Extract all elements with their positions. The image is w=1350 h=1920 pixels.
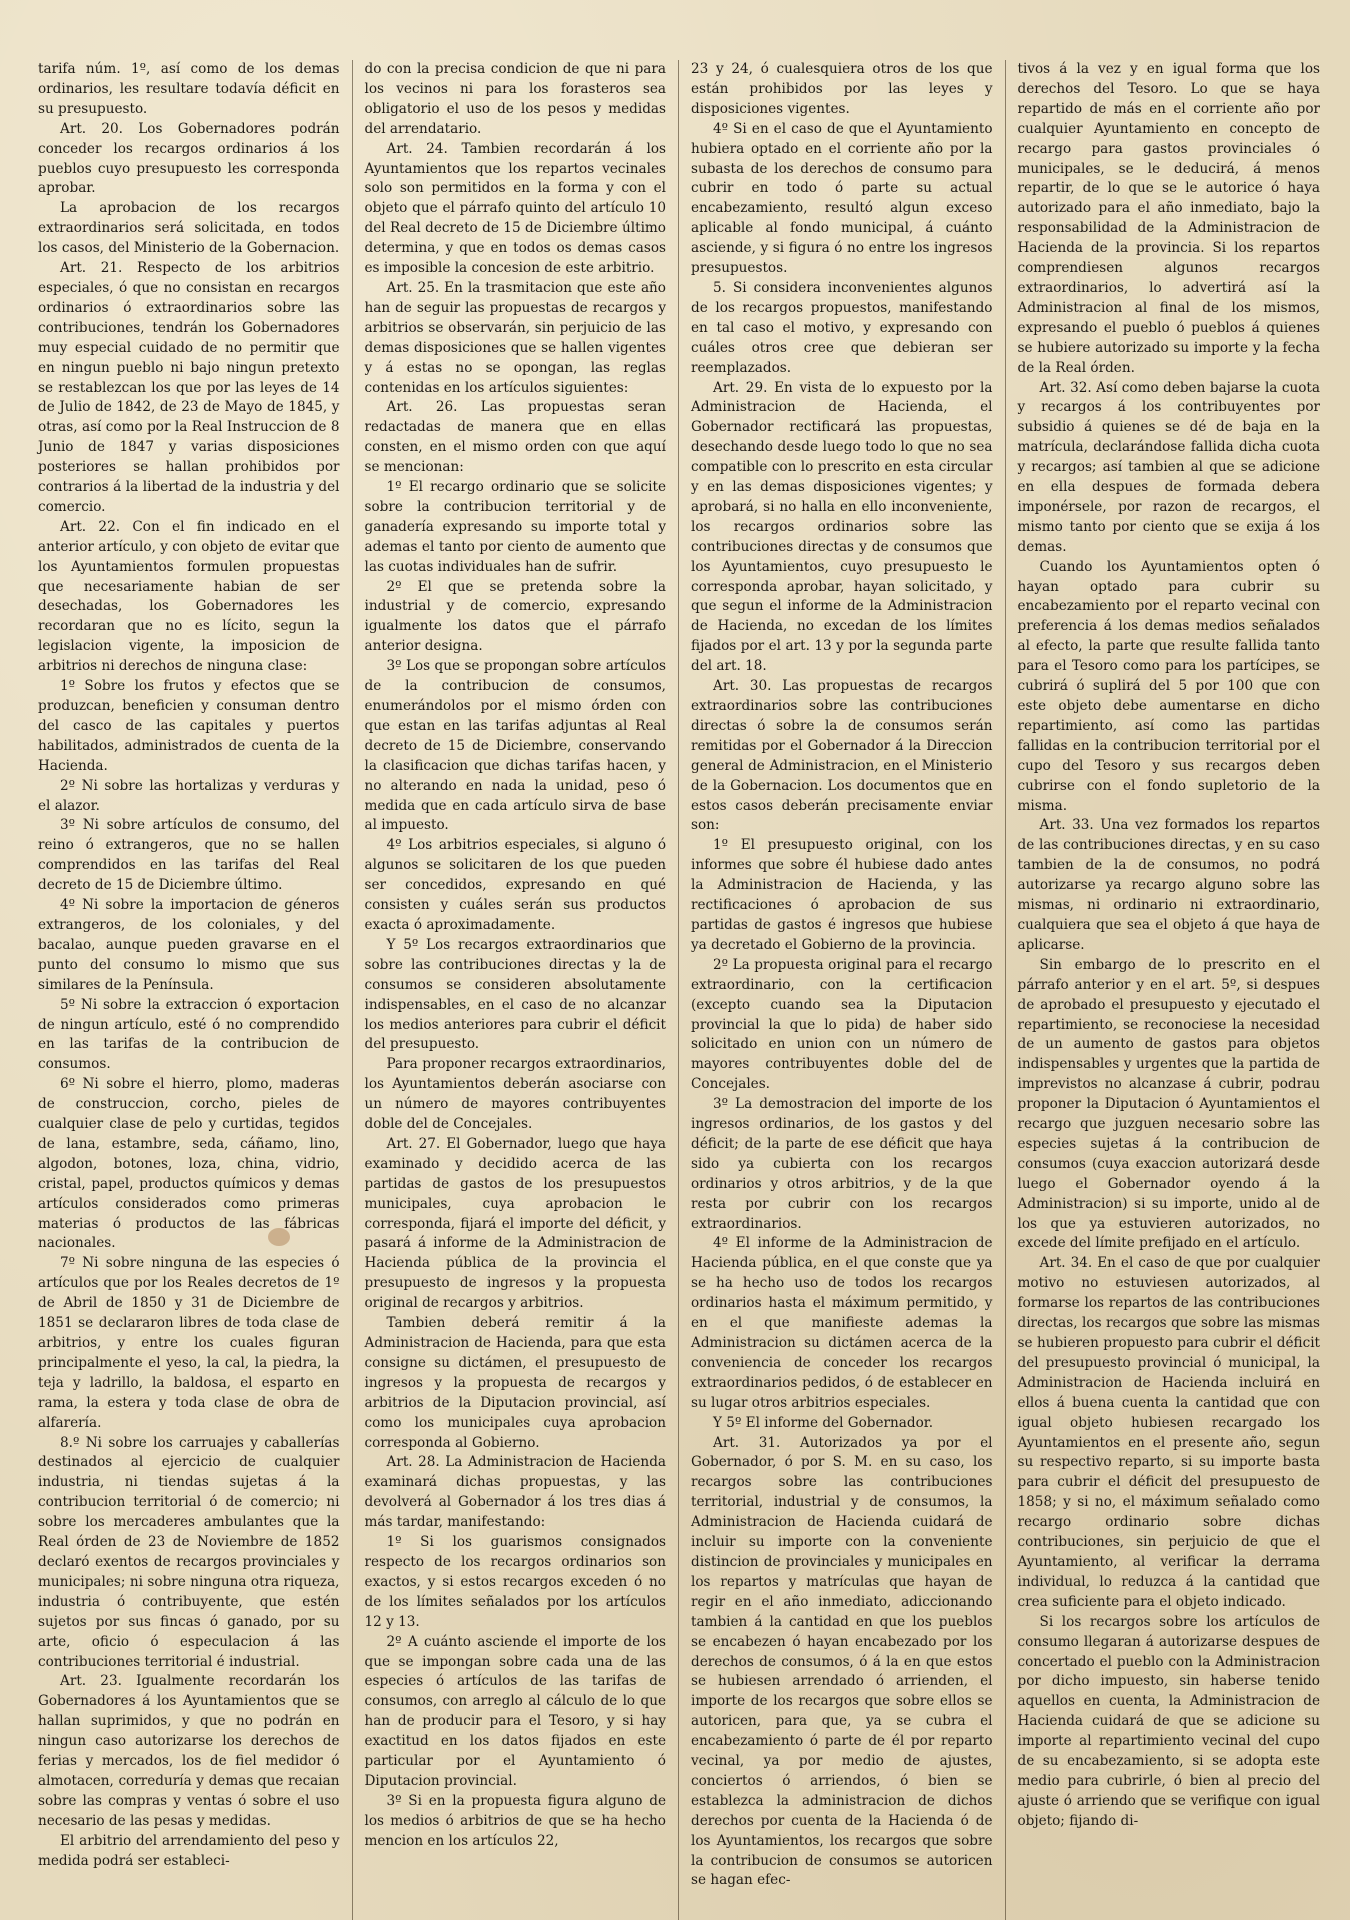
paragraph: Art. 21. Respecto de los arbitrios especiales, ó que no consistan en recargos ordinarios ó extraordinarios sobre las contribuciones, tendrán los Gobernadores muy especial cuidado de no permitir que en ningun pueblo ni bajo ningun pretexto se restablezcan los que por las leyes de 14 de Julio de 1842, de 23 de Mayo de 1845, y otras, así como por la Real Instruccion de 8 Junio de 1847 y varias disposiciones posteriores se hallan prohibidos por contrarios á la libertad de la industria y del comercio. — [38, 260, 340, 515]
paragraph: 4º Los arbitrios especiales, si alguno ó algunos se solicitaren de los que pueden ser concedidos, expresando en qué consisten y cuáles serán sus productos exacta ó aproximadamente. — [364, 837, 666, 933]
paragraph: 4º Si en el caso de que el Ayuntamiento hubiera optado en el corriente año por la subasta de los derechos de consumo para cubrir en todo ó parte su actual encabezamiento, resultó algun exceso aplicable al fondo municipal, á cuánto asciende, y si figura ó no entre los ingresos presupuestos. — [691, 120, 993, 277]
paragraph: La aprobacion de los recargos extraordinarios será solicitada, en todos los casos, del Ministerio de la Gobernacion. — [38, 200, 340, 257]
paragraph: Sin embargo de lo prescrito en el párrafo anterior y en el art. 5º, si despues de aprobado el presupuesto y ejecutado el repartimiento, se reconociese la necesidad de un aumento de gastos para objetos indispensables y urgentes que la partida de imprevistos no alcanzase á cubrir, podrau proponer la Diputacion ó Ayuntamientos el recargo que juzguen necesario sobre las especies sujetas á la contribucion de consumos (cuya exaccion autorizará desde luego el Gobernador oyendo á la Administracion) si su importe, unido al de los que ya estuvieren autorizados, no excede del límite prefijado en el artículo. — [1017, 956, 1320, 1252]
paragraph: tivos á la vez y en igual forma que los derechos del Tesoro. Lo que se haya repartido de más en el corriente año por cualquier Ayuntamiento en concepto de recargo para gastos provinciales ó municipales, se le deducirá, á menos repartir, de lo que se le autorice ó haya autorizado para el año inmediato, bajo la responsabilidad de la Administracion de Hacienda de la provincia. Si los repartos comprendiesen algunos recargos extraordinarios, lo advertirá así la Administracion al final de los mismos, expresando el pueblo ó pueblos á quienes se hubiere autorizado su importe y la fecha de la Real órden. — [1017, 61, 1320, 376]
paragraph: Art. 25. En la trasmitacion que este año han de seguir las propuestas de recargos y arbitrios se observarán, sin perjuicio de las demas disposiciones que se hallen vigentes y á estas no se opongan, las reglas contenidas en los artículos siguientes: — [364, 279, 666, 396]
paragraph: 4º El informe de la Administracion de Hacienda pública, en el que conste que ya se ha hecho uso de todos los recargos ordinarios hasta el máximum permitido, y en el que manifieste ademas la Administracion su dictámen acerca de la conveniencia de conceder los recargos extraordinarios pedidos, ó de establecer en su lugar otros arbitrios especiales. — [691, 1235, 993, 1411]
paragraph: 2º El que se pretenda sobre la industrial y de comercio, expresando igualmente los datos que el párrafo anterior designa. — [364, 578, 666, 655]
paragraph: Art. 29. En vista de lo expuesto por la Administracion de Hacienda, el Gobernador rectificará las propuestas, desechando desde luego todo lo que no sea compatible con lo prescrito en esta circular y en las demas disposiciones vigentes; y aprobará, si no halla en ello inconveniente, los recargos ordinarios sobre las contribuciones directas y de consumos que los Ayuntamientos, cuyo presupuesto le corresponda aprobar, hayan solicitado, y que segun el informe de la Administracion de Hacienda, no excedan de los límites fijados por el art. 13 y por la segunda parte del art. 18. — [691, 379, 993, 675]
paragraph: do con la precisa condicion de que ni para los vecinos ni para los forasteros sea obligatorio el uso de los pesos y medidas del arrendatario. — [364, 61, 666, 137]
paragraph: 1º Si los guarismos consignados respecto de los recargos ordinarios son exactos, y si estos recargos exceden ó no de los límites señalados por los artículos 12 y 13. — [364, 1534, 666, 1630]
paragraph: Y 5º Los recargos extraordinarios que sobre las contribuciones directas y la de consumos se consideren absolutamente indispensables, en el caso de no alcanzar los medios anteriores para cubrir el déficit del presupuesto. — [364, 936, 666, 1053]
paragraph: 5º Ni sobre la extraccion ó exportacion de ningun artículo, esté ó no comprendido en las tarifas de la contribucion de consumos. — [38, 996, 340, 1073]
paragraph: Y 5º El informe del Gobernador. — [713, 1414, 934, 1431]
paragraph: Art. 23. Igualmente recordarán los Gobernadores á los Ayuntamientos que se hallan suprimidos, y que no podrán en ningun caso autorizarse los derechos de ferias y mercados, los de fiel medidor ó almotacen, correduría y demas que recaian sobre las compras y ventas ó sobre el uso necesario de las pesas y medidas. — [38, 1673, 340, 1829]
paragraph: Art. 30. Las propuestas de recargos extraordinarios sobre las contribuciones directas ó sobre la de consumos serán remitidas por el Gobernador á la Direccion general de Administracion, en el Ministerio de la Gobernacion. Los documentos que en estos casos deberán precisamente enviar son: — [691, 678, 993, 834]
paragraph: 2º La propuesta original para el recargo extraordinario, con la certificacion (excepto cuando sea la Diputacion provincial la que lo pida) de haber sido solicitado en union con un número de mayores contribuyentes doble del de Concejales. — [691, 956, 993, 1093]
column-1 — [26, 60, 353, 1920]
paragraph: Art. 34. En el caso de que por cualquier motivo no estuviesen autorizados, al formarse los repartos de las contribuciones directas, los recargos que sobre las mismas se hubieren propuesto para cubrir el déficit del presupuesto provincial ó municipal, la Administracion de Hacienda incluirá en ellos á buena cuenta la cantidad que con igual objeto hubiesen recargado los Ayuntamientos en el presente año, segun su respectivo reparto, si su importe basta para cubrir el déficit del presupuesto de 1858; y si no, el máximum señalado como recargo ordinario sobre dichas contribuciones, sin perjuicio de que el Ayuntamiento, al verificar la derrama individual, lo reduzca á la cantidad que crea suficiente para el objeto indicado. — [1017, 1255, 1320, 1610]
paragraph: Si los recargos sobre los artículos de consumo llegaran á autorizarse despues de concertado el pueblo con la Administracion por dicho impuesto, sin haberse tenido aquellos en cuenta, la Administracion de Hacienda cuidará de que se adicione su importe al repartimiento vecinal del cupo de su encabezamiento, si se adopta este medio para cubrirle, ó bien al precio del ajuste ó arriendo que se verifique con igual objeto; fijando di- — [1017, 1613, 1320, 1829]
paragraph: 1º El recargo ordinario que se solicite sobre la contribucion territorial y de ganadería expresando su importe total y ademas el tanto por ciento de aumento que las cuotas individuales han de sufrir. — [364, 479, 666, 575]
text-columns — [26, 60, 1332, 1920]
paragraph: 2º A cuánto asciende el importe de los que se impongan sobre cada una de las especies ó artículos de las tarifas de consumos, con arreglo al cálculo de lo que han de producir para el Tesoro, y si hay exactitud en los datos fijados en este particular por el Ayuntamiento ó Diputacion provincial. — [364, 1633, 666, 1789]
paragraph: 3º La demostracion del importe de los ingresos ordinarios, de los gastos y del déficit; de la parte de ese déficit que haya sido ya cubierta con los recargos ordinarios y otros arbitrios, y de la que resta por cubrir con los recargos extraordinarios. — [691, 1096, 993, 1232]
paragraph: Art. 24. Tambien recordarán á los Ayuntamientos que los repartos vecinales solo son permitidos en la forma y con el objeto que el párrafo quinto del artículo 10 del Real decreto de 15 de Diciembre último determina, y que en todos os demas casos es imposible la concesion de este arbitrio. — [364, 140, 666, 277]
paragraph: 3º Ni sobre artículos de consumo, del reino ó extrangeros, que no se hallen comprendidos en las tarifas del Real decreto de 15 de Diciembre último. — [38, 817, 340, 894]
column-4 — [1006, 60, 1333, 1920]
paragraph: Cuando los Ayuntamientos opten ó hayan optado para cubrir su encabezamiento por el reparto vecinal con preferencia á los demas medios señalados al efecto, la parte que resulte fallida tanto para el Tesoro como para los partícipes, se cubrirá ó suplirá del 5 por 100 que con este objeto debe aumentarse en dicho repartimiento, así como las partidas fallidas en la contribucion territorial por el cupo del Tesoro y sus recargos deben cubrirse con el fondo supletorio de la misma. — [1017, 558, 1320, 814]
paragraph: 23 y 24, ó cualesquiera otros de los que están prohibidos por las leyes y disposiciones vigentes. — [691, 61, 993, 117]
paragraph: 6º Ni sobre el hierro, plomo, maderas de construccion, corcho, pieles de cualquier clase de pelo y curtidas, tegidos de lana, estambre, seda, cáñamo, lino, algodon, botones, loza, china, vidrio, cristal, papel, productos químicos y demas artículos considerados como primeras materias ó productos de las fábricas nacionales. — [38, 1076, 340, 1252]
paragraph: 5. Si considera inconvenientes algunos de los recargos propuestos, manifestando en tal caso el motivo, y expresando con cuáles otros cree que debieran ser reemplazados. — [691, 279, 993, 376]
column-3 — [679, 60, 1006, 1920]
paragraph: 7º Ni sobre ninguna de las especies ó artículos que por los Reales decretos de 1º de Abril de 1850 y 31 de Diciembre de 1851 se declararon libres de toda clase de arbitrios, y entre los cuales figuran principalmente el yeso, la cal, la piedra, la teja y ladrillo, la baldosa, el esparto en rama, la estera y toda clase de obra de alfarería. — [38, 1255, 340, 1431]
paragraph: Tambien deberá remitir á la Administracion de Hacienda, para que esta consigne su dictámen, el presupuesto de ingresos y la propuesta de recargos y arbitrios de la Diputacion provincial, así como los municipales cuya aprobacion corresponda al Gobierno. — [364, 1315, 666, 1451]
paragraph: 3º Si en la propuesta figura alguno de los medios ó arbitrios de que se ha hecho mencion en los artículos 22, — [364, 1792, 666, 1849]
paragraph: Art. 33. Una vez formados los repartos de las contribuciones directas, y en su caso tambien de la de consumos, no podrá autorizarse ya recargo alguno sobre las mismas, ni ordinario ni extraordinario, cualquiera que sea el objeto á que haya de aplicarse. — [1017, 817, 1320, 953]
column-2 — [353, 60, 680, 1920]
paragraph: El arbitrio del arrendamiento del peso y medida podrá ser estableci- — [38, 1832, 340, 1869]
paragraph: 1º El presupuesto original, con los informes que sobre él hubiese dado antes la Administracion de Hacienda, y las rectificaciones ó aprobacion de sus partidas de gastos é ingresos que hubiese ya decretado el Gobierno de la provincia. — [691, 837, 993, 953]
paragraph: Para proponer recargos extraordinarios, los Ayuntamientos deberán asociarse con un número de mayores contribuyentes doble del de Concejales. — [364, 1056, 666, 1133]
paper-stain — [268, 1228, 290, 1246]
paragraph: Art. 32. Así como deben bajarse la cuota y recargos á los contribuyentes por subsidio á quienes se dé de baja en la matrícula, declarándose fallida dicha cuota y recargos; así tambien al que se adicione en ella despues de formada debera imponérsele, por razon de recargos, el mismo tanto por ciento que se exija á los demas. — [1017, 379, 1320, 555]
paragraph: 1º Sobre los frutos y efectos que se produzcan, beneficien y consuman dentro del casco de las capitales y puertos habilitados, administrados de cuenta de la Hacienda. — [38, 678, 340, 774]
paragraph: Art. 31. Autorizados ya por el Gobernador, ó por S. M. en su caso, los recargos sobre las contribuciones territorial, industrial y de consumos, la Administracion de Hacienda cuidará de incluir su importe con la conveniente distincion de provinciales y municipales en los repartos y matrículas que hayan de regir en el año inmediato, adiccionando tambien á la cantidad en que los pueblos se encabezen ó hayan encabezado por los derechos de consumos, ó á la en que estos se hubiesen arrendado ó arrienden, el importe de los recargos que sobre ellos se autoricen, para que, ya se cubra el encabezamiento ó parte de él por reparto vecinal, ya por medio de ajustes, conciertos ó arriendos, ó bien se establezca la administracion de dichos derechos por cuenta de la Hacienda ó de los Ayuntamientos, los recargos que sobre la contribucion de consumos se autoricen se hagan efec- — [691, 1434, 993, 1889]
paragraph: Art. 20. Los Gobernadores podrán conceder los recargos ordinarios á los pueblos cuyo presupuesto les corresponda aprobar. — [38, 120, 340, 197]
paragraph: Art. 22. Con el fin indicado en el anterior artículo, y con objeto de evitar que los Ayuntamientos formulen propuestas que necesariamente habian de ser desechadas, los Gobernadores les recordaran que no es lícito, segun la legislacion vigente, la imposicion de arbitrios ni derechos de ninguna clase: — [38, 518, 340, 675]
paragraph: tarifa núm. 1º, así como de los demas ordinarios, les resultare todavía déficit en su presupuesto. — [38, 61, 340, 117]
paragraph: Art. 28. La Administracion de Hacienda examinará dichas propuestas, y las devolverá al Gobernador á los tres dias á más tardar, manifestando: — [364, 1454, 666, 1531]
paragraph: 2º Ni sobre las hortalizas y verduras y el alazor. — [38, 777, 340, 814]
paragraph: Art. 27. El Gobernador, luego que haya examinado y decidido acerca de las partidas de gastos de los presupuestos municipales, cuya aprobacion le corresponda, fijará el importe del déficit, y pasará á informe de la Administracion de Hacienda pública de la provincia el presupuesto de ingresos y la propuesta original de recargos y arbitrios. — [364, 1135, 666, 1312]
paragraph: 8.º Ni sobre los carruajes y caballerías destinados al ejercicio de cualquier industria, ni tiendas sujetas á la contribucion territorial ó de comercio; ni sobre los mercaderes ambulantes que la Real órden de 23 de Noviembre de 1852 declaró exentos de recargos provinciales y municipales; ni sobre ninguna otra riqueza, industria ó contribuyente, que estén sujetos por sus fincas ó ganado, por su arte, oficio ó especulacion á las contribuciones territorial é industrial. — [38, 1434, 340, 1670]
paragraph: 3º Los que se propongan sobre artículos de la contribucion de consumos, enumerándolos por el mismo órden con que estan en las tarifas adjuntas al Real decreto de 15 de Diciembre, conservando la clasificacion que dichas tarifas hacen, y no alterando en nada la unidad, peso ó medida que en cada artículo sirva de base al impuesto. — [364, 658, 666, 834]
paragraph: 4º Ni sobre la importacion de géneros extrangeros, de los coloniales, y del bacalao, aunque pueden gravarse en el punto del consumo lo mismo que sus similares de la Península. — [38, 897, 340, 993]
paragraph: Art. 26. Las propuestas seran redactadas de manera que en ellas consten, en el mismo orden con que aquí se mencionan: — [364, 399, 666, 476]
